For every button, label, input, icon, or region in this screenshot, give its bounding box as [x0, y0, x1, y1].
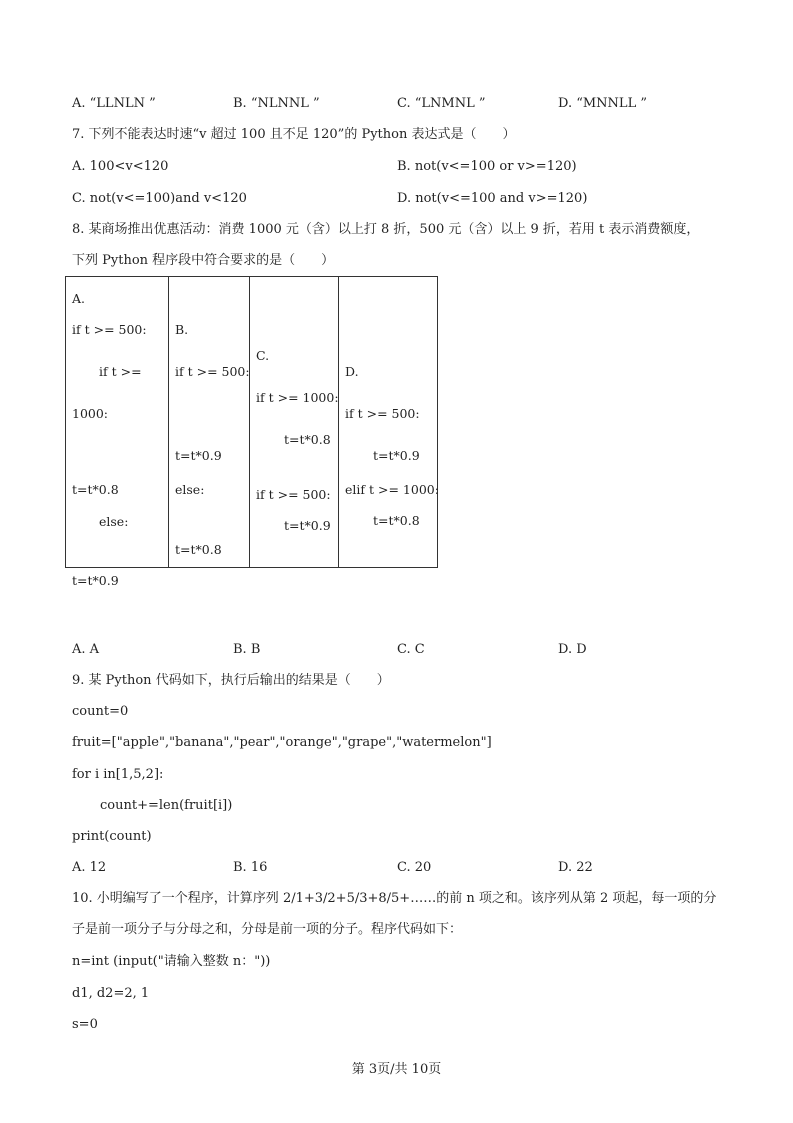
q7-option-d: D. not(v<=100 and v>=120): [397, 191, 588, 206]
q8-d-line: t=t*0.9: [373, 448, 420, 463]
q8-a-line: if t >=: [99, 364, 142, 379]
q8-a-line: t=t*0.8: [72, 482, 119, 497]
q9-option-d: D. 22: [558, 860, 593, 875]
q7-stem: 7. 下列不能表达时速“v 超过 100 且不足 120”的 Python 表达式是（ ）: [72, 127, 516, 142]
q6-option-d: D. “MNNLL ”: [558, 96, 647, 111]
q8-d-line: elif t >= 1000:: [345, 482, 439, 497]
q8-cell-a: [66, 277, 169, 568]
q8-c-label: C.: [256, 348, 270, 363]
q8-c-line: t=t*0.9: [284, 518, 331, 533]
q8-option-c: C. C: [397, 642, 425, 657]
q8-after-table-line: t=t*0.9: [72, 573, 119, 588]
q8-b-line: if t >= 500:: [175, 364, 250, 379]
q10-stem-line1: 10. 小明编写了一个程序，计算序列 2/1+3/2+5/3+8/5+……的前 n 项之和。该序列从第 2 项起，每一项的分: [72, 891, 717, 906]
q8-d-line: t=t*0.8: [373, 513, 420, 528]
q8-option-d: D. D: [558, 642, 587, 657]
q7-option-c: C. not(v<=100)and v<120: [72, 191, 247, 206]
q8-cell-b: [169, 277, 250, 568]
q8-option-b: B. B: [233, 642, 261, 657]
q7-option-b: B. not(v<=100 or v>=120): [397, 159, 577, 174]
q10-code-line: s=0: [72, 1017, 98, 1032]
q9-option-c: C. 20: [397, 860, 432, 875]
q9-code-line: print(count): [72, 829, 152, 844]
q8-b-label: B.: [175, 322, 189, 337]
q8-a-line: 1000:: [72, 406, 109, 421]
q8-b-line: t=t*0.8: [175, 542, 222, 557]
q8-stem-line2: 下列 Python 程序段中符合要求的是（ ）: [72, 253, 335, 268]
q6-option-b: B. “NLNNL ”: [233, 96, 320, 111]
q8-c-line: t=t*0.8: [284, 432, 331, 447]
q8-c-line: if t >= 1000:: [256, 390, 339, 405]
q8-option-a: A. A: [72, 642, 100, 657]
q9-code-line: for i in[1,5,2]:: [72, 767, 164, 782]
q8-a-line: else:: [99, 514, 129, 529]
q8-cell-d: [339, 277, 438, 568]
q8-code-table: [65, 276, 438, 568]
q8-a-line: if t >= 500:: [72, 322, 147, 337]
q8-b-line: else:: [175, 482, 205, 497]
q7-option-a: A. 100<v<120: [72, 159, 169, 174]
q8-d-line: if t >= 500:: [345, 406, 420, 421]
q9-code-line: fruit=["apple","banana","pear","orange","grape","watermelon"]: [72, 735, 492, 750]
q8-d-label: D.: [345, 364, 359, 379]
q9-stem: 9. 某 Python 代码如下，执行后输出的结果是（ ）: [72, 673, 390, 688]
q9-option-a: A. 12: [72, 860, 107, 875]
q9-code-line: count+=len(fruit[i]): [100, 798, 233, 813]
q6-option-a: A. “LLNLN ”: [72, 96, 156, 111]
q9-option-b: B. 16: [233, 860, 268, 875]
q10-stem-line2: 子是前一项分子与分母之和，分母是前一项的分子。程序代码如下：: [72, 922, 463, 937]
page-footer: 第 3页/共 10页: [351, 1062, 442, 1077]
q10-code-line: n=int (input("请输入整数 n：")): [72, 954, 271, 969]
q10-code-line: d1, d2=2, 1: [72, 986, 150, 1001]
q8-stem-line1: 8. 某商场推出优惠活动：消费 1000 元（含）以上打 8 折，500 元（含）以上 9 折，若用 t 表示消费额度，: [72, 222, 700, 237]
q8-b-line: t=t*0.9: [175, 448, 222, 463]
q9-code-line: count=0: [72, 704, 129, 719]
q8-cell-c: [250, 277, 339, 568]
q8-a-label: A.: [72, 291, 86, 306]
q8-c-line: if t >= 500:: [256, 487, 331, 502]
q6-option-c: C. “LNMNL ”: [397, 96, 486, 111]
